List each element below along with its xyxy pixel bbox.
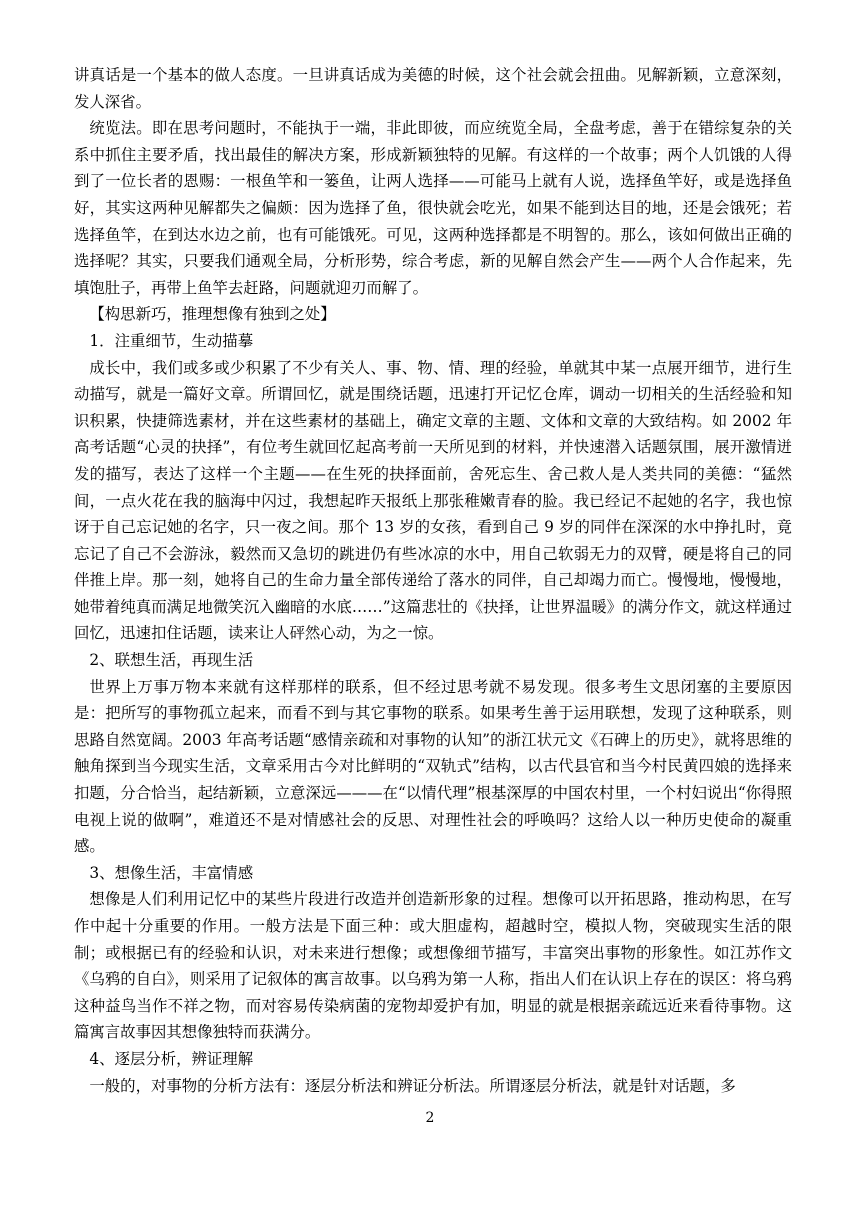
paragraph-imagination: 想像是人们利用记忆中的某些片段进行改造并创造新形象的过程。想像可以开拓思路，推动构思，在写作中起十分重要的作用。一般方法是下面三种：或大胆虚构，超越时空，模拟人物，突破现实生活的限制；或根据已有的经验和认识，对未来进行想像；或想像细节描写，丰富突出事物的形象性。如江苏作文《乌鸦的自白》，则采用了记叙体的寓言故事。以乌鸦为第一人称，指出人们在认识上存在的误区：将乌鸦这种益鸟当作不祥之物，而对容易传染病菌的宠物却爱护有加，明显的就是根据亲疏远近来看待事物。这篇寓言故事因其想像独特而获满分。 xyxy=(74,890,792,1042)
paragraph-overview-method: 统览法。即在思考问题时，不能执于一端，非此即彼，而应统览全局，全盘考虑，善于在错综复杂的关系中抓住主要矛盾，找出最佳的解决方案，形成新颖独特的见解。有这样的一个故事；两个人饥饿的人得到了一位长者的恩赐：一根鱼竿和一篓鱼，让两人选择——可能马上就有人说，选择鱼竿好，或是选择鱼好，其实这两种见解都失之偏颇：因为选择了鱼，很快就会吃光，如果不能到达目的地，还是会饿死；若选择鱼竿，在到达水边之前，也有可能饿死。可见，这两种选择都是不明智的。那么，该如何做出正确的选择呢？其实，只要我们通观全局，分析形势，综合考虑，新的见解自然会产生——两个人合作起来，先填饱肚子，再带上鱼竿去赶路，问题就迎刃而解了。 xyxy=(74,119,792,297)
paragraph-analysis: 一般的，对事物的分析方法有：逐层分析法和辨证分析法。所谓逐层分析法，就是针对话题，多 xyxy=(89,1076,736,1095)
subheading-2: 2、联想生活，再现生活 xyxy=(89,651,254,670)
section-heading: 【构思新巧，推理想像有独到之处】 xyxy=(89,305,336,324)
paragraph-continued: 讲真话是一个基本的做人态度。一旦讲真话成为美德的时候，这个社会就会扭曲。见解新颖，立意深刻，发人深省。 xyxy=(74,66,792,111)
subheading-1: 1．注重细节，生动描摹 xyxy=(89,331,254,350)
page-number: 2 xyxy=(425,1110,435,1126)
paragraph-details: 成长中，我们或多或少积累了不少有关人、事、物、情、理的经验，单就其中某一点展开细节，进行生动描写，就是一篇好文章。所谓回忆，就是围绕话题，迅速打开记忆仓库，调动一切相关的生活经验和知识积累，快捷筛选素材，并在这些素材的基础上，确定文章的主题、文体和文章的大致结构。如 2002 年高考话题“心灵的抉择”，有位考生就回忆起高考前一天所见到的材料，并快速潜入话题氛围，展开激情迸发的描写，表达了这样一个主题——在生死的抉择面前，舍死忘生、舍己救人是人类共同的美德：“猛然间，一点火花在我的脑海中闪过，我想起昨天报纸上那张稚嫩青春的脸。我已经记不起她的名字，我也惊讶于自己忘记她的名字，只一夜之间。那个 13 岁的女孩，看到自己 9 岁的同伴在深深的水中挣扎时，竟忘记了自己不会游泳，毅然而又急切的跳进仍有些冰凉的水中，用自己软弱无力的双臂，硬是将自己的同伴推上岸。那一刻，她将自己的生命力量全部传递给了落水的同伴，自己却竭力而亡。慢慢地，慢慢地，她带着纯真而满足地微笑沉入幽暗的水底……”这篇悲壮的《抉择，让世界温暖》的满分作文，就这样通过回忆，迅速扣住话题，读来让人砰然心动，为之一惊。 xyxy=(74,358,792,643)
document-body xyxy=(74,62,792,1099)
subheading-3: 3、想像生活，丰富情感 xyxy=(89,863,254,882)
subheading-4: 4、逐层分析，辨证理解 xyxy=(89,1049,254,1068)
paragraph-association: 世界上万事万物本来就有这样那样的联系，但不经过思考就不易发现。很多考生文思闭塞的主要原因是：把所写的事物孤立起来，而看不到与其它事物的联系。如果考生善于运用联想，发现了这种联系，则思路自然宽阔。2003 年高考话题“感情亲疏和对事物的认知”的浙江状元文《石碑上的历史》，就将思维的触角探到当今现实生活，文章采用古今对比鲜明的“双轨式”结构，以古代县官和当今村民黄四娘的选择来扣题，分合恰当，起结新颖，立意深远———在“以情代理”根基深厚的中国农村里，一个村妇说出“你得照电视上说的做啊”，难道还不是对情感社会的反思、对理性社会的呼唤吗？这给人以一种历史使命的凝重感。 xyxy=(74,677,792,856)
